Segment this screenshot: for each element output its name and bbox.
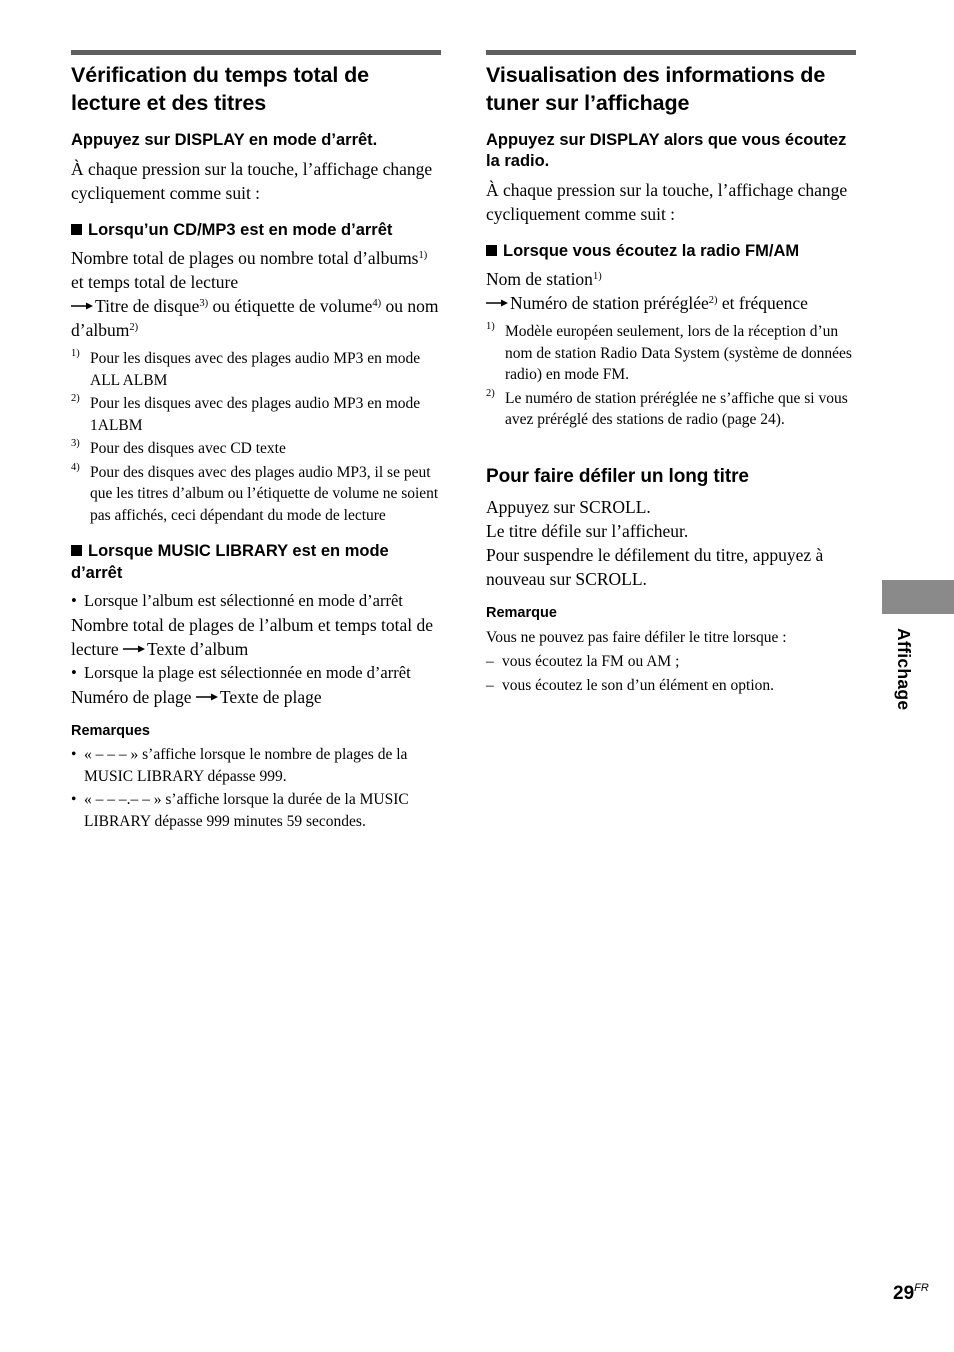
scroll-line: Pour suspendre le défilement du titre, appuyez à nouveau sur SCROLL. <box>486 544 824 589</box>
remark-title: Remarque <box>486 604 557 621</box>
footnotes-right <box>486 321 856 431</box>
square-bullet-icon <box>71 224 82 235</box>
arrow-right-icon <box>71 301 93 311</box>
square-bullet-icon <box>71 545 82 556</box>
footnote: 2) Pour les disques avec des plages audio MP3 en mode 1ALBM <box>71 393 421 434</box>
track-display-sequence: Numéro de plage Texte de plage <box>71 687 322 707</box>
footnote: 1) Pour les disques avec des plages audio MP3 en mode ALL ALBM <box>71 348 421 389</box>
instruction: Appuyez sur DISPLAY alors que vous écoutez la radio. <box>486 131 847 170</box>
footnote: 2) Le numéro de station préréglée ne s’affiche que si vous avez préréglé des stations de radio (page 24). <box>486 387 848 428</box>
cd-display-sequence: Nombre total de plages ou nombre total d’albums$^{1)}$ et temps total de lecture Titre de disque$^{3)}$ ou étiquette de volume$^{4)}$ ou nom d’album$^{2)}$ <box>71 248 439 340</box>
subheading-music-library: Lorsque MUSIC LIBRARY est en mode d’arrêt <box>71 542 389 582</box>
list-item: • Lorsque la plage est sélectionnée en mode d’arrêt <box>71 663 411 682</box>
arrow-right-icon <box>486 298 508 308</box>
footnote: 3) Pour des disques avec CD texte <box>71 438 286 457</box>
intro-text: À chaque pression sur la touche, l’affichage change cycliquement comme suit : <box>486 180 848 224</box>
footnote: 1) Modèle européen seulement, lors de la réception d’un nom de station Radio Data System (système de données radio) en mode FM. <box>486 321 852 383</box>
section-title-tuner-info: Visualisation des informations de tuner sur l’affichage <box>486 63 826 115</box>
list-item: • Lorsque l’album est sélectionné en mode d’arrêt <box>71 591 403 610</box>
remark-item: – vous écoutez le son d’un élément en option. <box>486 676 775 694</box>
album-display-sequence: Nombre total de plages de l’album et temps total de lecture Texte d’album <box>71 615 434 659</box>
arrow-right-icon <box>196 692 218 702</box>
page-number: $29^{FR}$ <box>893 1282 929 1304</box>
footnotes-left <box>71 348 441 526</box>
section-title-scroll: Pour faire défiler un long titre <box>486 465 749 487</box>
square-bullet-icon <box>486 245 497 256</box>
remark-item: • « – – –.– – » s’affiche lorsque la durée de la MUSIC LIBRARY dépasse 999 minutes 59 secondes. <box>71 791 409 830</box>
instruction: Appuyez sur DISPLAY en mode d’arrêt. <box>71 131 378 149</box>
arrow-right-icon <box>123 644 145 654</box>
chapter-tab <box>882 580 954 614</box>
footnote: 4) Pour des disques avec des plages audio MP3, il se peut que les titres d’album ou l’étiquette de volume ne soient pas affichés, ceci dépendant du mode de lecture <box>71 461 439 524</box>
section-rule <box>486 50 856 55</box>
chapter-label: Affichage <box>894 628 914 711</box>
subheading-radio: Lorsque vous écoutez la radio FM/AM <box>486 240 856 262</box>
intro-text: À chaque pression sur la touche, l’affichage change cycliquement comme suit : <box>71 159 433 203</box>
radio-display-sequence: Nom de station$^{1)}$ Numéro de station préréglée$^{2)}$ et fréquence <box>486 269 808 313</box>
remark-intro: Vous ne pouvez pas faire défiler le titre lorsque : <box>486 628 787 646</box>
remark-item: – vous écoutez la FM ou AM ; <box>486 652 680 670</box>
remark-item: • « – – – » s’affiche lorsque le nombre de plages de la MUSIC LIBRARY dépasse 999. <box>71 746 408 785</box>
scroll-line: Appuyez sur SCROLL. <box>486 496 651 517</box>
right-column <box>486 50 856 698</box>
section-title-total-time: Vérification du temps total de lecture et des titres <box>71 63 370 115</box>
remarks-title: Remarques <box>71 723 150 739</box>
scroll-line: Le titre défile sur l’afficheur. <box>486 520 689 541</box>
subheading-cd-mp3: Lorsqu’un CD/MP3 est en mode d’arrêt <box>71 219 441 241</box>
left-column <box>71 50 441 834</box>
section-rule <box>71 50 441 55</box>
